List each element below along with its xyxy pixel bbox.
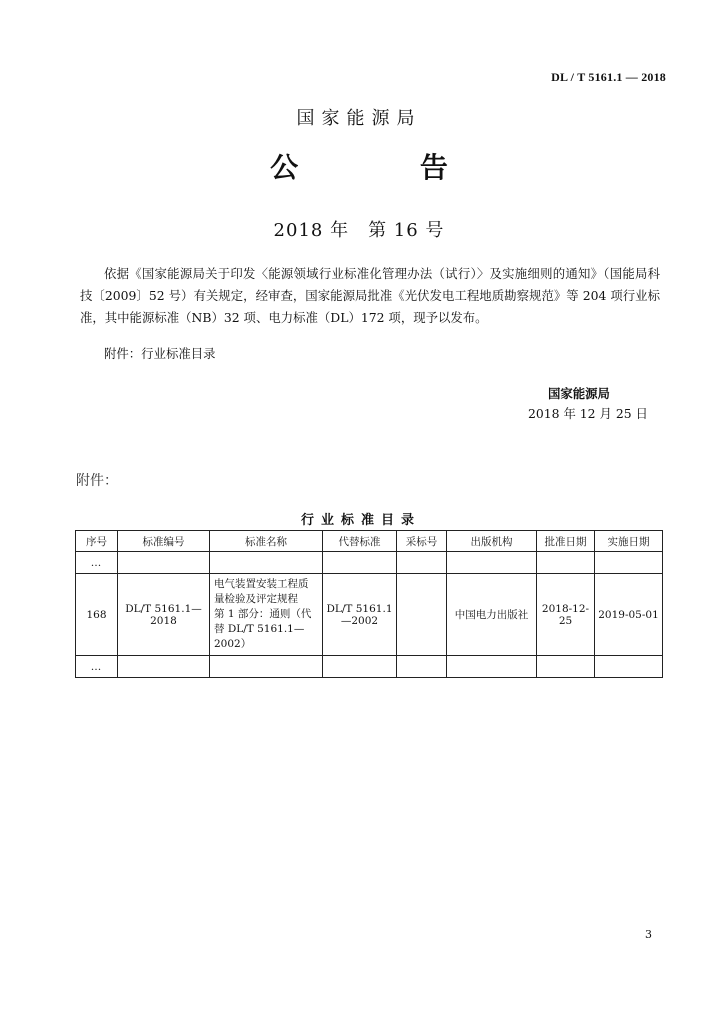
signature-date: 2018 年 12 月 25 日 [528, 406, 648, 421]
effective-date: 2019-05-01 [595, 574, 663, 656]
catalog-title: 行业标准目录 [300, 513, 421, 528]
row-number: … [76, 552, 118, 574]
effective-date [595, 552, 663, 574]
effective-date [595, 656, 663, 678]
column-header: 标准编号 [118, 531, 210, 552]
approval-date [537, 656, 595, 678]
standards-catalog-table [75, 530, 663, 678]
standard-name [210, 656, 323, 678]
announcement-title: 公 告 [270, 151, 504, 184]
replaced-standard [323, 656, 397, 678]
signature-organization: 国家能源局 [548, 386, 610, 401]
column-header: 采标号 [397, 531, 447, 552]
adopted-standard [397, 656, 447, 678]
column-header: 序号 [76, 531, 118, 552]
column-header: 代替标准 [323, 531, 397, 552]
publisher: 中国电力出版社 [447, 574, 537, 656]
row-number: 168 [76, 574, 118, 656]
page-number: 3 [645, 928, 652, 941]
notice-body: 依据《国家能源局关于印发〈能源领域行业标准化管理办法（试行）〉及实施细则的通知》（国能局科技〔2009〕52 号）有关规定，经审查，国家能源局批准《光伏发电工程地质勘察规范》等 204 项行业标准，其中能源标准（NB）32 项、电力标准（DL）172 项，现予以发布。 [80, 266, 660, 325]
adopted-standard [397, 574, 447, 656]
standard-code: DL/T 5161.1—2018 [118, 574, 210, 656]
table-row [76, 552, 663, 574]
attachment-label: 附件： [76, 473, 118, 489]
column-header: 批准日期 [537, 531, 595, 552]
approval-date [537, 552, 595, 574]
standard-code [118, 656, 210, 678]
issue-number: 2018 年 第 16 号 [273, 220, 445, 241]
approval-date: 2018-12-25 [537, 574, 595, 656]
row-number: … [76, 656, 118, 678]
column-header: 标准名称 [210, 531, 323, 552]
table-header-row [76, 531, 663, 552]
publisher [447, 656, 537, 678]
column-header: 实施日期 [595, 531, 663, 552]
replaced-standard [323, 552, 397, 574]
adopted-standard [397, 552, 447, 574]
table-row [76, 656, 663, 678]
standard-name [210, 552, 323, 574]
standard-name: 电气装置安装工程质量检验及评定规程 第 1 部分：通则（代替 DL/T 5161.1—2002） [210, 574, 323, 656]
attachment-reference: 附件：行业标准目录 [104, 346, 216, 361]
table-row [76, 574, 663, 656]
document-code: DL / T 5161.1 — 2018 [551, 70, 666, 84]
column-header: 出版机构 [447, 531, 537, 552]
replaced-standard: DL/T 5161.1—2002 [323, 574, 397, 656]
issuer-heading: 国家能源局 [296, 108, 422, 129]
publisher [447, 552, 537, 574]
standard-code [118, 552, 210, 574]
